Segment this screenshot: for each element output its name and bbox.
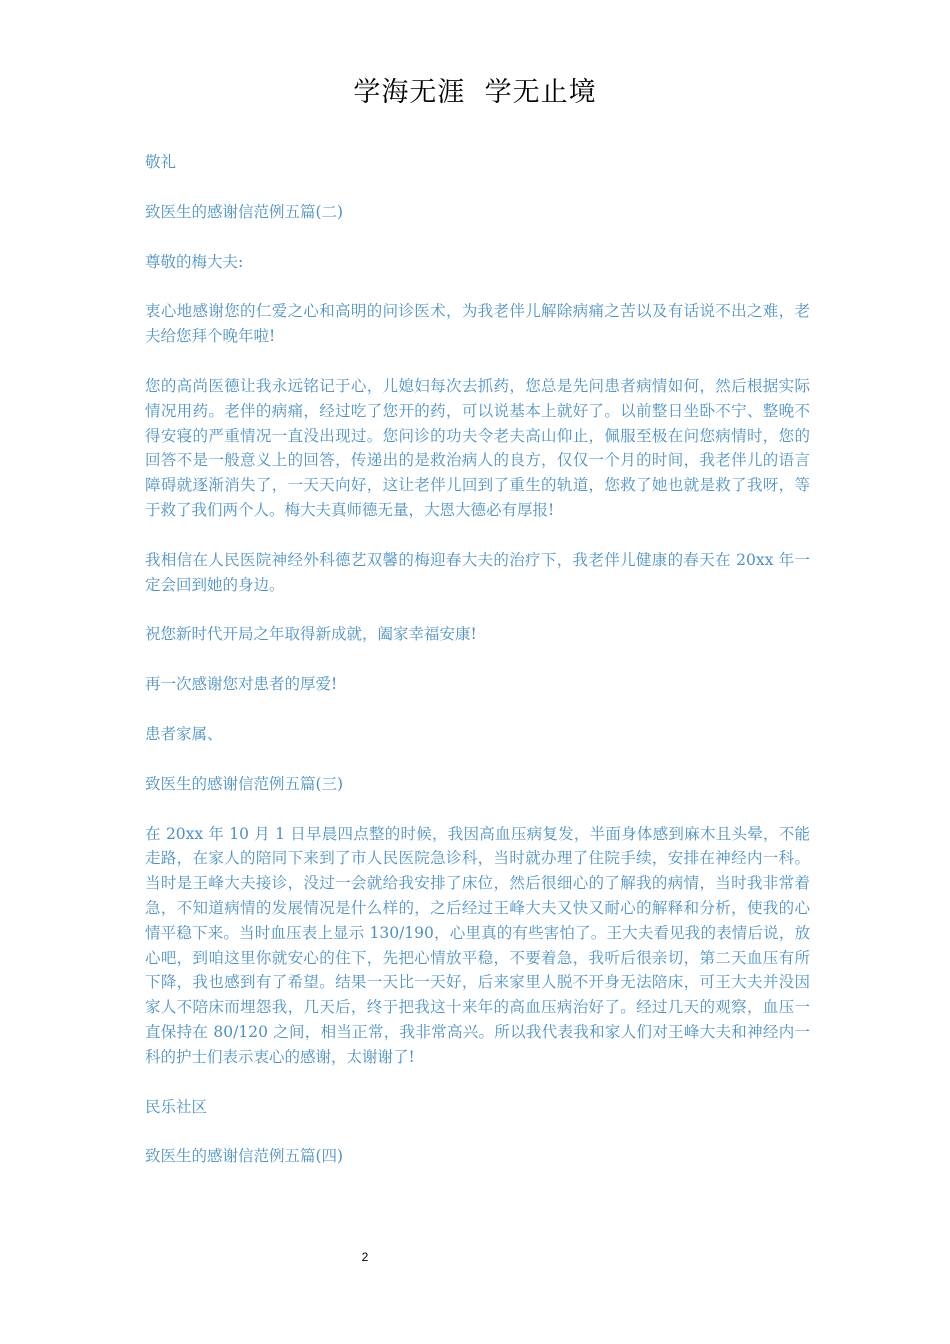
letter-greeting: 尊敬的梅大夫:: [145, 252, 244, 271]
body-paragraph: 您的高尚医德让我永远铭记于心，儿媳妇每次去抓药，您总是先问患者病情如何，然后根据实际情况用药。老伴的病痛，经过吃了您开的药，可以说基本上就好了。以前整日坐卧不宁、整晚不得安寝的严重情况一直没出现过。您问诊的功夫令老夫高山仰止，佩服至极在问您病情时，您的回答不是一般意义上的回答，传递出的是救治病人的良方，仅仅一个月的时间，我老伴儿的语言障碍就逐渐消失了，一天天向好，这让老伴儿回到了重生的轨道，您救了她也就是救了我呀，等于救了我们两个人。梅大夫真师德无量，大恩大德必有厚报!: [145, 376, 810, 519]
body-paragraph: 祝您新时代开局之年取得新成就，阖家幸福安康!: [145, 625, 477, 644]
letter-signature: 民乐社区: [145, 1097, 208, 1116]
page-number: 2: [361, 1250, 369, 1264]
section-heading-2: 致医生的感谢信范例五篇(二): [145, 202, 344, 221]
page-header-title: 学海无涯 学无止境: [353, 77, 597, 108]
body-paragraph: 在 20xx 年 10 月 1 日早晨四点整的时候，我因高血压病复发，半面身体感到麻木且头晕，不能走路，在家人的陪同下来到了市人民医院急诊科，当时就办理了住院手续，安排在神经内一科。当时是王峰大夫接诊，没过一会就给我安排了床位，然后很细心的了解我的病情，当时我非常着急，不知道病情的发展情况是什么样的，之后经过王峰大夫又快又耐心的解释和分析，使我的心情平稳下来。当时血压表上显示 130/190，心里真的有些害怕了。王大夫看见我的表情后说，放心吧，到咱这里你就安心的住下，先把心情放平稳，不要着急，我听后很亲切，第二天血压有所下降，我也感到有了希望。结果一天比一天好，后来家里人脱不开身无法陪床，可王大夫并没因家人不陪床而埋怨我，几天后，终于把我这十来年的高血压病治好了。经过几天的观察，血压一直保持在 80/120 之间，相当正常，我非常高兴。所以我代表我和家人们对王峰大夫和神经内一科的护士们表示衷心的感谢，太谢谢了!: [145, 824, 810, 1066]
body-paragraph: 再一次感谢您对患者的厚爱!: [145, 675, 338, 694]
section-heading-3: 致医生的感谢信范例五篇(三): [145, 774, 344, 793]
body-paragraph: 衷心地感谢您的仁爱之心和高明的问诊医术，为我老伴儿解除病痛之苦以及有话说不出之难，老夫给您拜个晚年啦!: [145, 302, 810, 346]
body-paragraph: 我相信在人民医院神经外科德艺双馨的梅迎春大夫的治疗下，我老伴儿健康的春天在 20xx 年一定会回到她的身边。: [145, 550, 810, 594]
letter-signature: 患者家属、: [145, 724, 223, 743]
letter-content: [145, 150, 810, 1194]
section-heading-4: 致医生的感谢信范例五篇(四): [145, 1147, 344, 1166]
closing-salutation: 敬礼: [145, 153, 177, 171]
